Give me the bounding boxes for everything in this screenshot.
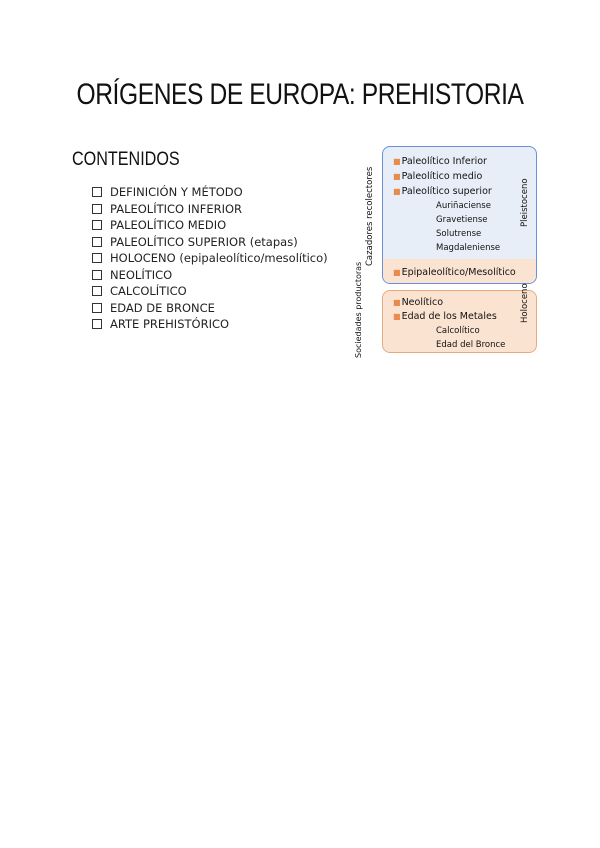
checkbox[interactable] (92, 319, 102, 329)
checklist-item-label: DEFINICIÓN Y MÉTODO (110, 185, 243, 200)
holoceno-panel (382, 290, 537, 353)
checklist-item-label: CALCOLÍTICO (110, 284, 187, 299)
checkbox[interactable] (92, 220, 102, 230)
checklist-item[interactable] (92, 234, 328, 251)
diagram-item: ■Paleolítico medio (393, 171, 483, 182)
checkbox[interactable] (92, 286, 102, 296)
pleistoceno-panel (382, 146, 537, 284)
checklist-item[interactable] (92, 217, 328, 234)
bullet-icon: ■ (393, 268, 401, 277)
checklist-item-label: PALEOLÍTICO MEDIO (110, 218, 227, 233)
diagram-subitem: Solutrense (436, 229, 482, 239)
diagram-item: ■Paleolítico Inferior (393, 156, 487, 167)
diagram-item: ■Epipaleolítico/Mesolítico (393, 267, 516, 278)
diagram-subitem: Gravetiense (436, 215, 488, 225)
group-label-producers: Sociedades productoras (354, 261, 363, 358)
checklist-item[interactable] (92, 184, 328, 201)
bullet-icon: ■ (393, 187, 401, 196)
checkbox[interactable] (92, 237, 102, 247)
era-label-holoceno: Holoceno (520, 283, 530, 323)
prehistory-diagram (352, 145, 542, 360)
checklist-item-label: ARTE PREHISTÓRICO (110, 317, 230, 332)
checkbox[interactable] (92, 187, 102, 197)
diagram-item: ■Paleolítico superior (393, 186, 492, 197)
checklist-item-label: PALEOLÍTICO SUPERIOR (etapas) (110, 234, 298, 249)
bullet-icon: ■ (393, 157, 401, 166)
diagram-subitem: Auriñaciense (436, 201, 491, 211)
bullet-icon: ■ (393, 312, 401, 321)
checklist-item[interactable] (92, 316, 328, 333)
diagram-item: ■Neolítico (393, 297, 444, 308)
checkbox[interactable] (92, 204, 102, 214)
checkbox[interactable] (92, 303, 102, 313)
checkbox[interactable] (92, 270, 102, 280)
checklist-item[interactable] (92, 250, 328, 267)
group-label-hunter-gatherers: Cazadores recolectores (365, 166, 375, 266)
checklist-item[interactable] (92, 283, 328, 300)
checklist-item[interactable] (92, 300, 328, 317)
page-title: ORÍGENES DE EUROPA: PREHISTORIA (76, 78, 524, 111)
diagram-subitem: Magdaleniense (436, 243, 501, 253)
checklist-item-label: PALEOLÍTICO INFERIOR (110, 201, 243, 216)
checklist-item-label: NEOLÍTICO (110, 267, 173, 282)
checklist-item-label: EDAD DE BRONCE (110, 300, 215, 315)
checklist-item[interactable] (92, 267, 328, 284)
checklist-item-label: HOLOCENO (epipaleolítico/mesolítico) (110, 251, 328, 266)
era-label-pleistoceno: Pleistoceno (520, 178, 530, 227)
checkbox[interactable] (92, 253, 102, 263)
bullet-icon: ■ (393, 298, 401, 307)
diagram-subitem: Calcolítico (436, 326, 480, 336)
contents-checklist (92, 184, 328, 333)
diagram-item: ■Edad de los Metales (393, 311, 497, 322)
bullet-icon: ■ (393, 172, 401, 181)
diagram-subitem: Edad del Bronce (436, 340, 506, 350)
contents-heading: CONTENIDOS (72, 149, 180, 170)
checklist-item[interactable] (92, 201, 328, 218)
